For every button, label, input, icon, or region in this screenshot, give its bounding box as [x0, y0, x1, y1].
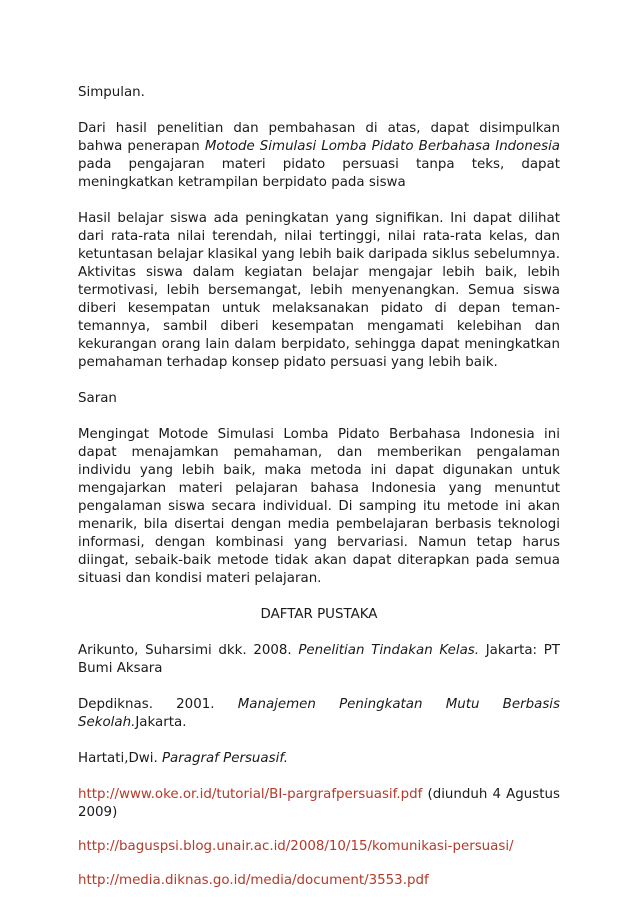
- ref1-rest: Jakarta: PT Bumi Aksara: [78, 643, 560, 676]
- document-page: [78, 84, 560, 908]
- simpulan-heading: Simpulan.: [78, 85, 145, 100]
- ref1-author: Arikunto, Suharsimi dkk. 2008.: [78, 643, 299, 658]
- ref6-link[interactable]: http://media.diknas.go.id/media/document/3553.pdf: [78, 873, 429, 888]
- reference-1: [78, 642, 560, 678]
- reference-5: [78, 838, 560, 856]
- saran-paragraph: Mengingat Motode Simulasi Lomba Pidato Berbahasa Indonesia ini dapat menajamkan pemahaman, dan memberikan pengalaman individu yang lebih baik, maka metoda ini dapat digunakan untuk mengajarkan materi pelajaran bahasa Indonesia yang menuntut pengalaman siswa secara individual. Di samping itu metode ini akan menarik, bila disertai dengan media pembelajaran berbasis teknologi informasi, dengan kombinasi yang bervariasi. Namun tetap harus diingat, sebaik-baik metode tidak akan dapat diterapkan pada semua situasi dan kondisi materi pelajaran.: [78, 427, 560, 586]
- daftar-pustaka-heading: DAFTAR PUSTAKA: [260, 607, 378, 622]
- ref4-link[interactable]: http://www.oke.or.id/tutorial/BI-pargrafpersuasif.pdf: [78, 787, 423, 802]
- simpulan-p1-post: pada pengajaran materi pidato persuasi tanpa teks, dapat meningkatkan ketrampilan berpidato pada siswa: [78, 157, 560, 190]
- ref2-rest: Jakarta.: [135, 715, 187, 730]
- reference-4: [78, 786, 560, 822]
- simpulan-paragraph-1: [78, 120, 560, 192]
- ref3-author: Hartati,Dwi.: [78, 751, 162, 766]
- reference-2: [78, 696, 560, 732]
- ref1-title: Penelitian Tindakan Kelas.: [298, 643, 480, 658]
- ref5-link[interactable]: http://baguspsi.blog.unair.ac.id/2008/10/15/komunikasi-persuasi/: [78, 839, 514, 854]
- saran-heading: Saran: [78, 391, 117, 406]
- reference-6: [78, 872, 560, 890]
- ref4-rest: (diunduh 4 Agustus 2009): [78, 787, 560, 820]
- method-name: Motode Simulasi Lomba Pidato Berbahasa Indonesia: [204, 139, 560, 154]
- simpulan-p1-pre: Dari hasil penelitian dan pembahasan di atas, dapat disimpulkan bahwa penerapan: [78, 121, 560, 154]
- ref2-title: Manajemen Peningkatan Mutu Berbasis Sekolah.: [78, 697, 560, 730]
- ref2-author: Depdiknas. 2001.: [78, 697, 238, 712]
- ref3-title: Paragraf Persuasif.: [161, 751, 289, 766]
- reference-3: [78, 750, 560, 768]
- simpulan-paragraph-2: Hasil belajar siswa ada peningkatan yang signifikan. Ini dapat dilihat dari rata-rata nilai terendah, nilai tertinggi, nilai rata-rata kelas, dan ketuntasan belajar klasikal yang lebih baik daripada siklus sebelumnya. Aktivitas siswa dalam kegiatan belajar mengajar lebih baik, lebih termotivasi, lebih bersemangat, lebih menyenangkan. Semua siswa diberi kesempatan untuk melaksanakan pidato di depan teman-temannya, sambil diberi kesempatan mengamati kelebihan dan kekurangan orang lain dalam berpidato, sehingga dapat meningkatkan pemahaman terhadap konsep pidato persuasi yang lebih baik.: [78, 211, 560, 370]
